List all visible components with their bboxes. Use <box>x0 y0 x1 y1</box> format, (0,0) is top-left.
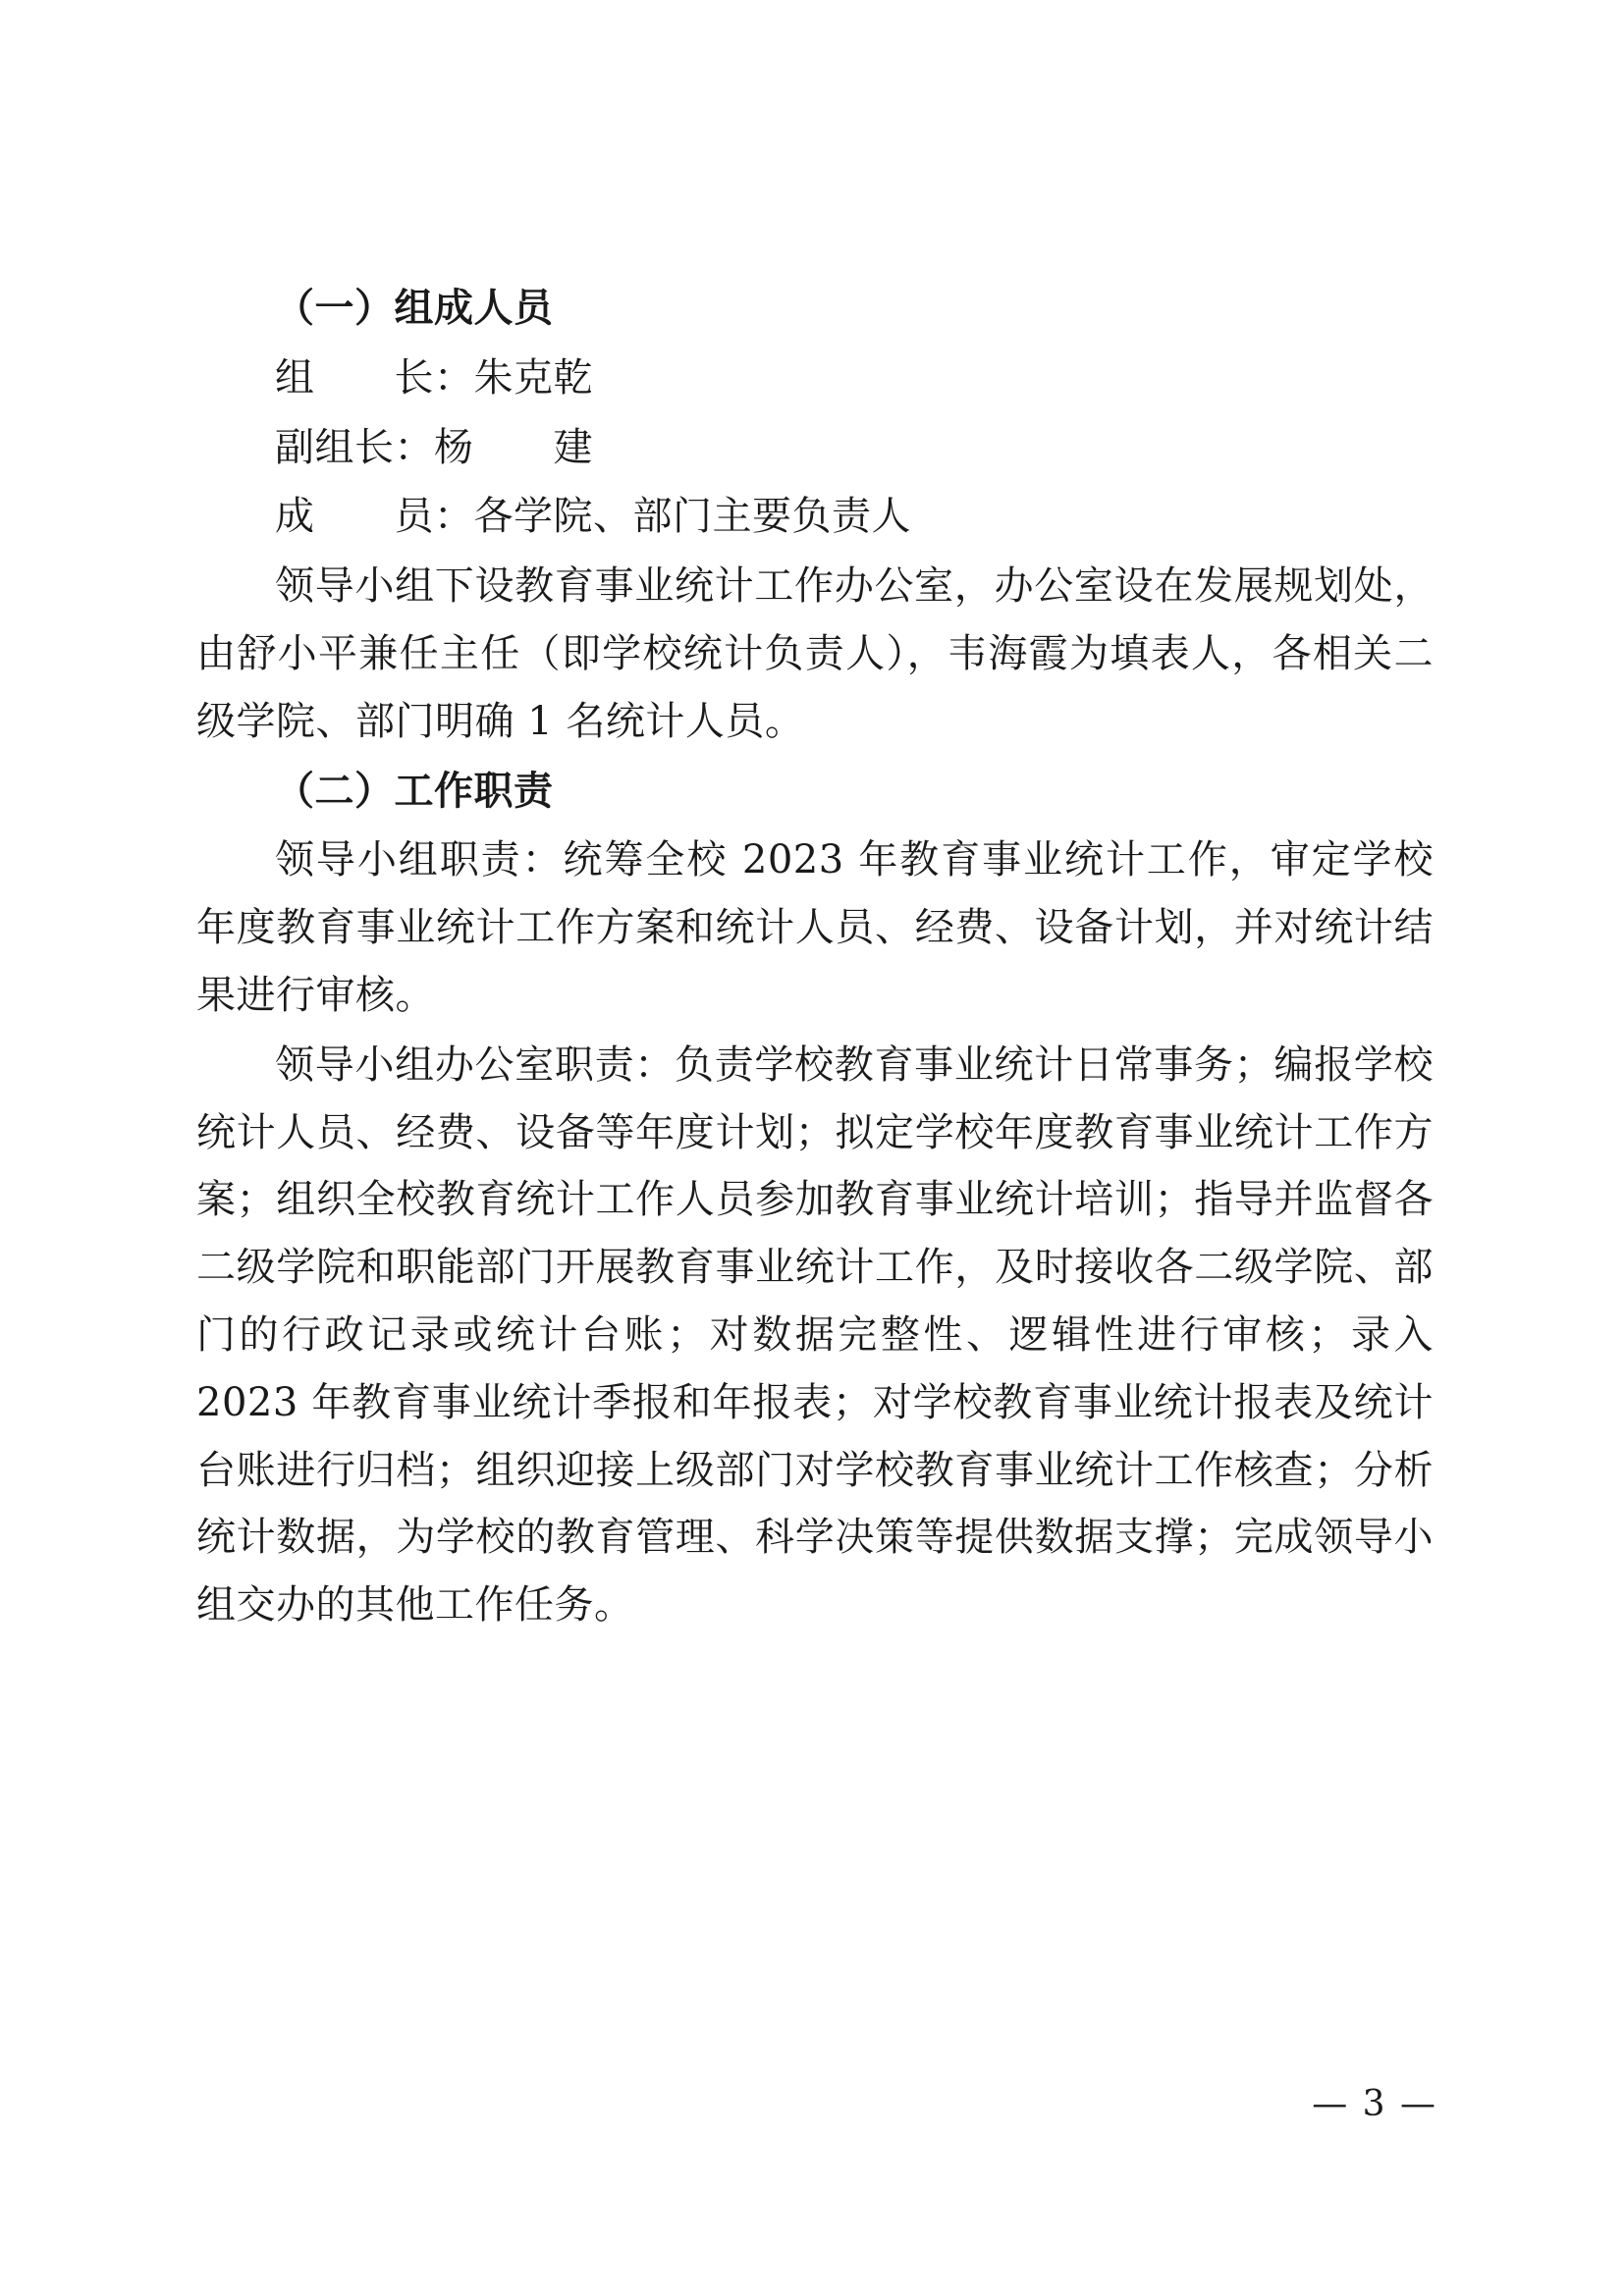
section-heading-duties: （二）工作职责 <box>275 767 554 814</box>
section-heading-composition: （一）组成人员 <box>275 285 554 331</box>
paragraph-office-setup: 领导小组下设教育事业统计工作办公室，办公室设在发展规划处，由舒小平兼任主任（即学校统计负责人），韦海霞为填表人，各相关二级学院、部门明确 1 名统计人员。 <box>196 563 1434 744</box>
page-number: — 3 — <box>1312 2084 1437 2124</box>
paragraph-office-duties: 领导小组办公室职责：负责学校教育事业统计日常事务；编报学校统计人员、经费、设备等年度计划；拟定学校年度教育事业统计工作方案；组织全校教育统计工作人员参加教育事业统计培训；指导并监督各二级学院和职能部门开展教育事业统计工作，及时接收各二级学院、部门的行政记录或统计台账；对数据完整性、逻辑性进行审核；录入 2023 年教育事业统计季报和年报表；对学校教育事业统计报表及统计台账进行归档；组织迎接上级部门对学校教育事业统计工作核查；分析统计数据，为学校的教育管理、科学决策等提供数据支撑；完成领导小组交办的其他工作任务。 <box>196 1041 1434 1629</box>
roster-members: 成 员：各学院、部门主要负责人 <box>275 494 911 540</box>
paragraph-leading-group-duties: 领导小组职责：统筹全校 2023 年教育事业统计工作，审定学校年度教育事业统计工作方案和统计人员、经费、设备计划，并对统计结果进行审核。 <box>196 837 1434 1018</box>
roster-deputy-leader: 副组长：杨 建 <box>275 424 593 470</box>
roster-leader: 组 长：朱克乾 <box>275 354 593 400</box>
document-body <box>196 275 1434 1641</box>
